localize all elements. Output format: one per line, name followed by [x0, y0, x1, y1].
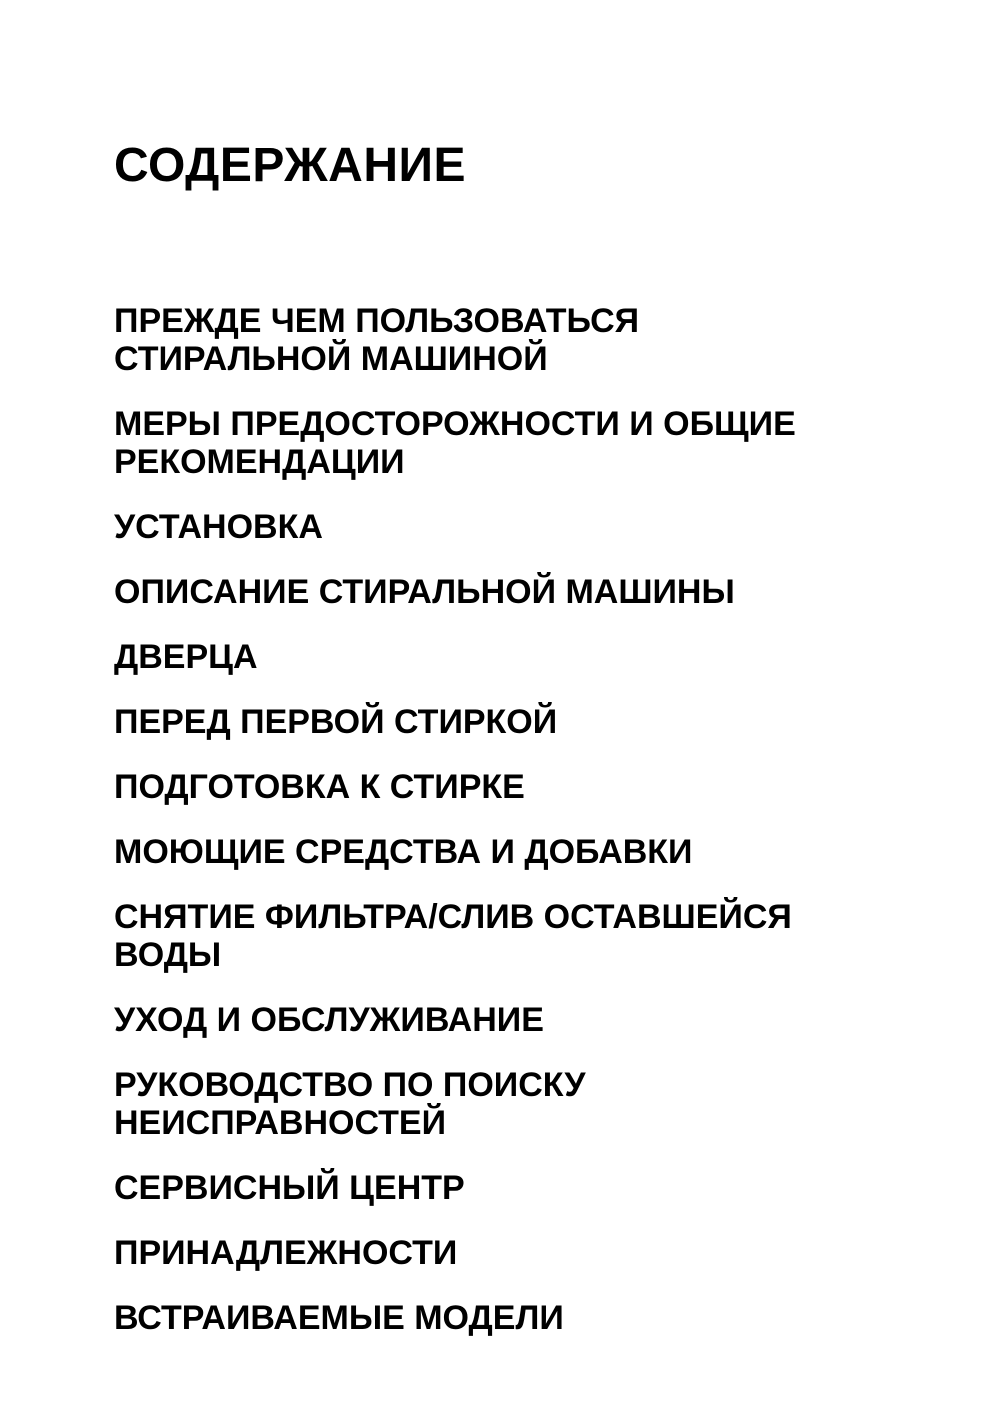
- toc-item-before-first-wash: [114, 703, 934, 741]
- toc-item-line: ПОДГОТОВКА К СТИРКЕ: [114, 768, 525, 806]
- toc-item-line: ВСТРАИВАЕМЫЕ МОДЕЛИ: [114, 1299, 564, 1337]
- toc-item-line: ДВЕРЦА: [114, 638, 258, 676]
- toc-item-care-maintenance: [114, 1001, 934, 1039]
- page-title: СОДЕРЖАНИЕ: [114, 139, 466, 192]
- toc-item-line: МОЮЩИЕ СРЕДСТВА И ДОБАВКИ: [114, 833, 693, 871]
- toc-item-installation: [114, 508, 934, 546]
- toc-item-wash-preparation: [114, 768, 934, 806]
- toc-item-line: СНЯТИЕ ФИЛЬТРА/СЛИВ ОСТАВШЕЙСЯ: [114, 898, 792, 936]
- toc-item-line: ПЕРЕД ПЕРВОЙ СТИРКОЙ: [114, 703, 558, 741]
- toc-item-line: СЕРВИСНЫЙ ЦЕНТР: [114, 1169, 465, 1207]
- toc-item-line: РЕКОМЕНДАЦИИ: [114, 443, 405, 481]
- toc-item-line: УХОД И ОБСЛУЖИВАНИЕ: [114, 1001, 544, 1039]
- toc-item-service-center: [114, 1169, 934, 1207]
- toc-item-precautions: [114, 405, 934, 481]
- toc-item-line: ПРИНАДЛЕЖНОСТИ: [114, 1234, 458, 1272]
- toc-item-line: МЕРЫ ПРЕДОСТОРОЖНОСТИ И ОБЩИЕ: [114, 405, 796, 443]
- toc-item-machine-description: [114, 573, 934, 611]
- toc-item-line: РУКОВОДСТВО ПО ПОИСКУ: [114, 1066, 586, 1104]
- toc-item-line: СТИРАЛЬНОЙ МАШИНОЙ: [114, 340, 548, 378]
- toc-item-detergents: [114, 833, 934, 871]
- toc-item-accessories: [114, 1234, 934, 1272]
- toc-item-troubleshooting: [114, 1066, 934, 1142]
- toc-item-line: ПРЕЖДЕ ЧЕМ ПОЛЬЗОВАТЬСЯ: [114, 302, 640, 340]
- toc-item-line: ОПИСАНИЕ СТИРАЛЬНОЙ МАШИНЫ: [114, 573, 735, 611]
- toc-item-line: ВОДЫ: [114, 936, 222, 974]
- toc-item-before-use: [114, 302, 934, 378]
- toc-item-line: УСТАНОВКА: [114, 508, 323, 546]
- toc-item-door: [114, 638, 934, 676]
- table-of-contents: [114, 302, 934, 1364]
- toc-item-filter-removal: [114, 898, 934, 974]
- toc-item-built-in-models: [114, 1299, 934, 1337]
- toc-item-line: НЕИСПРАВНОСТЕЙ: [114, 1104, 447, 1142]
